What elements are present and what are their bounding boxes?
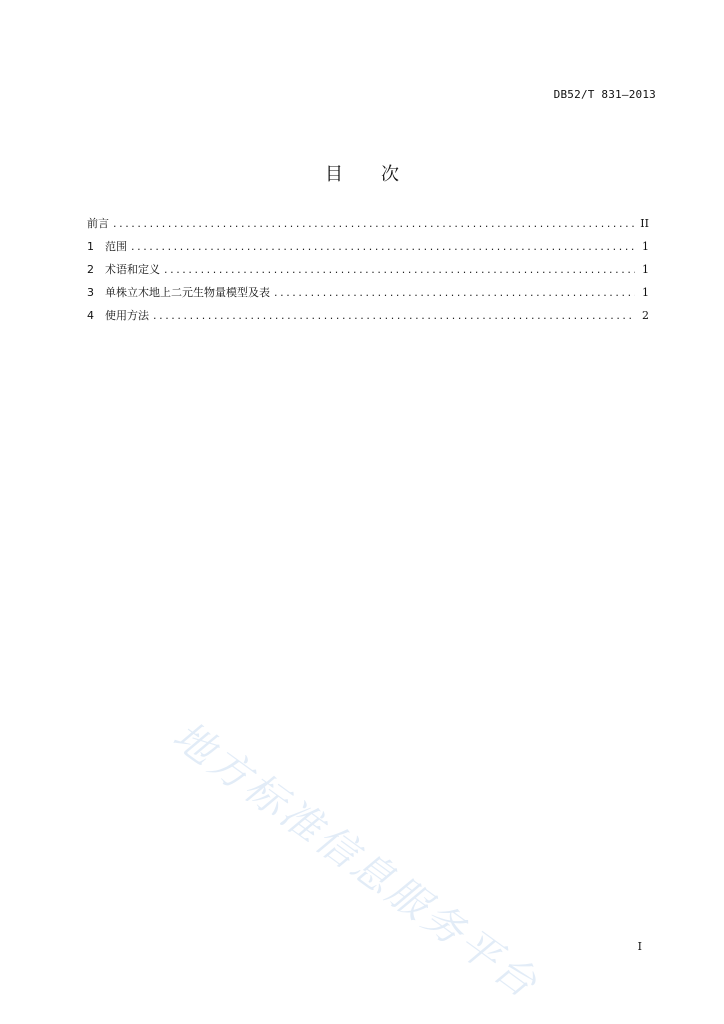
toc-page-number: 1 [642,286,649,299]
toc-leader-dots [113,216,635,232]
toc-page-number: 2 [642,309,649,322]
page-title [0,160,724,186]
toc-number: 4 [87,309,94,322]
toc-leader-dots [274,285,635,301]
title-part-2: 次 [381,164,399,185]
toc-number: 2 [87,263,94,276]
toc-leader-dots [131,239,635,255]
toc-label: 范围 [105,240,127,253]
toc-item-usage[interactable] [87,308,649,331]
toc-page-number: 1 [642,263,649,276]
toc-label: 使用方法 [105,309,149,322]
toc-label: 前言 [87,217,109,230]
watermark: 地方标准信息服务平台 [164,712,548,1009]
title-part-1: 目 [325,164,343,185]
toc-item-terms[interactable] [87,262,649,285]
toc-page-number: 1 [642,240,649,253]
page-number: I [637,940,642,953]
toc-label: 单株立木地上二元生物量模型及表 [105,286,270,299]
toc-page-number: II [640,217,649,230]
toc-item-biomass-model[interactable] [87,285,649,308]
toc-leader-dots [164,262,635,278]
table-of-contents [87,216,649,331]
toc-number: 1 [87,240,94,253]
toc-item-scope[interactable] [87,239,649,262]
toc-leader-dots [153,308,635,324]
toc-number: 3 [87,286,94,299]
toc-item-foreword[interactable] [87,216,649,239]
toc-label: 术语和定义 [105,263,160,276]
document-code: DB52/T 831—2013 [553,88,656,101]
